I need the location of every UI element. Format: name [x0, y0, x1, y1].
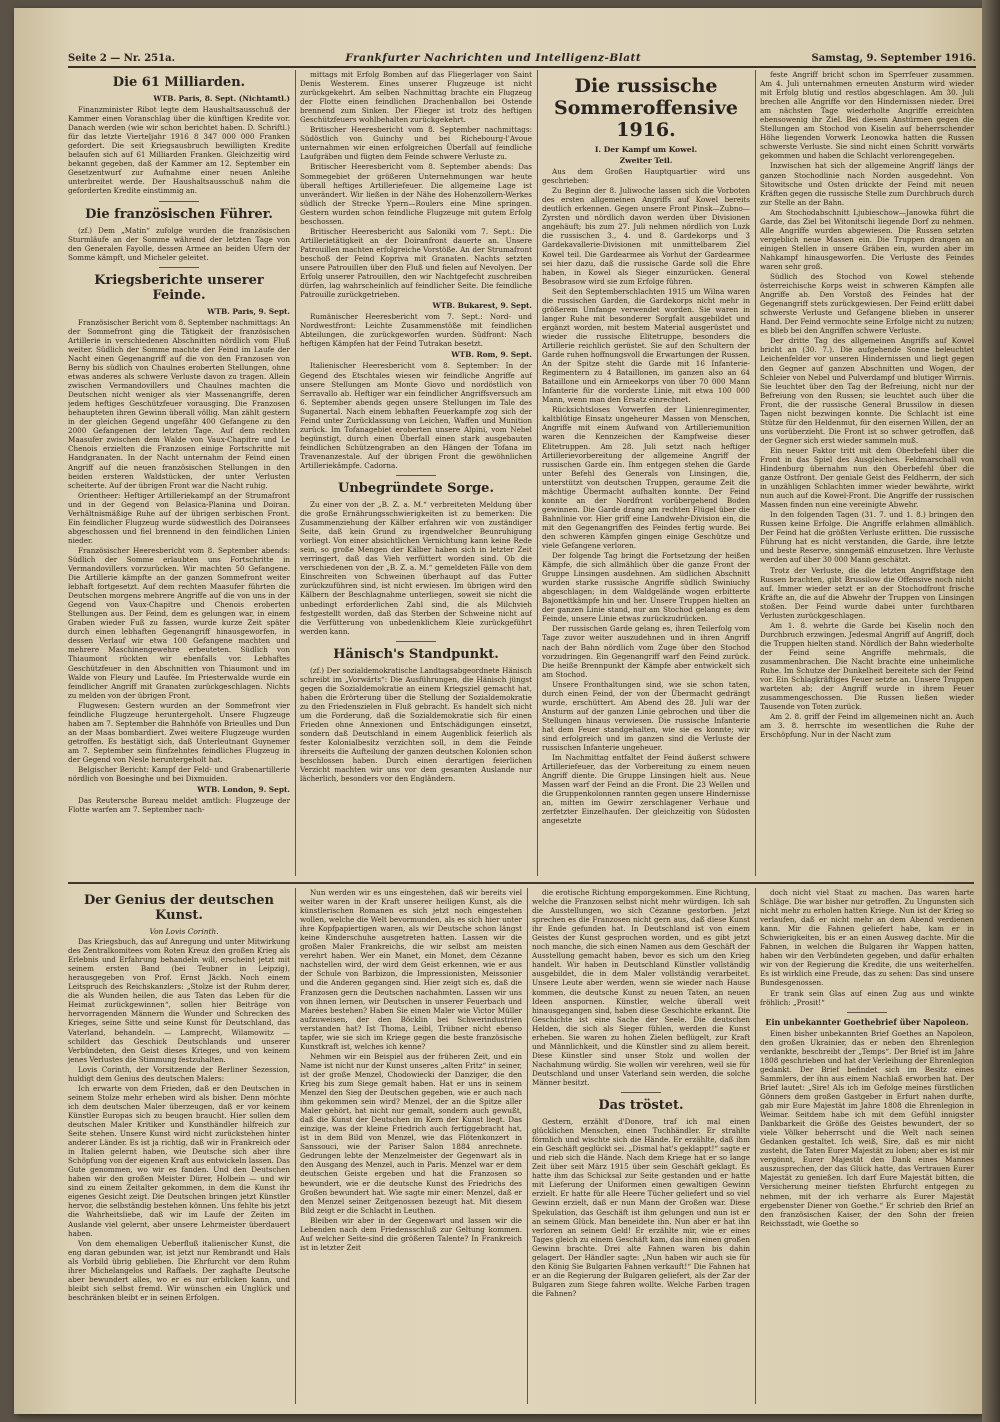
headline-kriegsberichte: Kriegsberichte unserer Feinde.	[94, 272, 264, 303]
paragraph: Der folgende Tag bringt die Fortsetzung der heißen Kämpfe, die sich allmählich über die ganze Front der Gruppe Linsingen ausdehnen. Am südlichen Abschnitt wurden starke russische Angriffe südlich Swiniuchy abgeschlagen; in dem Waldgelände wogen erbitterte Bajonettkämpfe hin und her. Unsere Truppen hielten an der ganzen Linie stand, nur am Stochod gelang es dem Feinde, unsere Linie etwas zurückzudrücken.	[542, 551, 750, 624]
headline-milliarden: Die 61 Milliarden.	[112, 75, 246, 90]
paragraph: Südlich des Stochod von Kowel stehende österreichische Korps weist in schweren Kämpfen alle Angriffe ab. Den Vorstoß des Feindes hat der Gegenangriff stets zurückgewiesen. Der Feind erlitt dabei schwerste Verluste und Gefangene blieben in unserer Hand. Der Feind vermochte seine Erfolge nicht zu nutzen; es blieb bei den Angriffen schwere Verluste.	[760, 272, 974, 336]
paragraph: (zf.) Der sozialdemokratische Landtagsabgeordnete Hänisch schreibt im „Vorwärts“: Die Ausführungen, die Hänisch jüngst gegen die Sozialdemokratie an einem Kriegsziel gemacht hat, haben die Erörterung über die Stellung der Sozialdemokratie zu den Friedenszielen in Fluß gebracht. Es handelt sich nicht um die Forderung, daß die Sozialdemokratie sich für einen Frieden ohne Annexionen und Entschädigungen einsetzt, sondern daß Deutschland in einem Augenblick feierlich als fester Kolonialbesitz verzichten soll, in dem die Feinde ihrerseits die Aufteilung der ganzen deutschen Kolonien schon beschlossen haben. Durch einen derartigen feierlichen Verzicht machten wir uns vor dem gesamten Auslande nur lächerlich, besonders vor den Engländern.	[300, 665, 532, 784]
paragraph: Britischer Heeresbericht vom 8. September abends: Das Sommegebiet der größeren Unternehmungen war heute überall heftiges Artilleriefeuer. Die allgemeine Lage ist unverändert. Wir ließen in der Nähe des Hohenzollern-Werkes südlich der Strecke Ypern—Roulers eine Mine springen. Gestern wurden schon feindliche Flugzeuge mit gutem Erfolg beschossen.	[300, 162, 532, 226]
dateline: WTB. Paris, 8. Sept. (Nichtamtl.)	[153, 94, 290, 103]
paragraph: Das Kriegsbuch, das auf Anregung und unter Mitwirkung des Zentralkomitees vom Roten Kreuz den großen Krieg als Erlebnis und Erfahrung behandeln will, erscheint jetzt mit seinem ersten Band (bei Teubner in Leipzig), herausgegeben von Prof. Ernst Jäckh. Noch einem Leitspruch des Reichskanzlers: „Stolze ist der Ruhm derer, die als Wunden heilen, die aus Taten das Leben für die Heimat zurückgewinnen“, sollen hier Beiträge von hervorragenden Männern die Wunder und Schrecken des Krieges, seine Sitte und seine Kunst für Deutschland, das Vaterland, behandeln. — Lamprecht, Wilamowitz — schildert das Geschick Deutschlands und unserer Verbündeten, den Geist dieses Krieges, und von keinem jenes Verlustes die Stimmung festzuhalten.	[68, 937, 290, 1064]
paragraph: Am 1. 8. wehrte die Garde bei Kiselin noch den Durchbruch erzwingen. Jedesmal Angriff auf Angriff, doch die Truppen hielten stand. Nördlich der Bahn wiederholte der Feind seine Angriffe mehrmals, die zusammenbrachen. Die Nacht brachte eine unheimliche Ruhe. Im Schutze der Dunkelheit bereitete sich der Feind vor. Ein Schlagkräftiges Feuer setzte an. Unsere Truppen warteten ab; der Angriff wurde in ihrem Feuer zusammengeschossen. Die Russen ließen wieder Tausende von Toten zurück.	[760, 620, 974, 712]
paragraph: Der russischen Garde gelang es, ihren Teilerfolg vom Tage zuvor weiter auszudehnen und in ihren Angriff nach der Bahn nördlich vom Zuge über den Stochod vorzudringen. Ein Gegenangriff warf den Feind zurück. Die heiße Brennpunkt der Kämpfe aber entwickelt sich am Stochod.	[542, 624, 750, 679]
paragraph: Am Stochodabschnitt Ljubieschow—Janowka führt die Garde, das Ziel bei Witonitschi liegende Dorf zu nehmen. Alle Angriffe wurden abgewiesen. Die Russen setzten vergeblich neue Massen ein. Die Truppen drangen an einigen Stellen in unsere Gräben ein, wurden aber im Nahkampf hinausgeworfen. Die Verluste des Feindes waren sehr groß.	[760, 207, 974, 271]
headline-genius: Der Genius der deutschen Kunst.	[84, 893, 274, 923]
paragraph: Seit den Septemberschlachten 1915 um Wilna waren die russischen Garden, die Gardekorps nicht mehr in größerem Umfange verwendet worden. Sie waren in langer Ruhe mit besonderer Sorgfalt ausgebildet und ergänzt worden, mit bestem Material ausgerüstet und wieder die russische Elitetruppe, besonders die Artillerie reichlich gerüstet. Sie auf den Schultern der Garde ruhen hoffnungsvoll die Erwartungen der Russen. An der Spitze steht die Garde mit 16 Infanterie-Regimentern zu 4 Bataillonen, im ganzen also an 64 Bataillone und ein Armeekorps von über 70 000 Mann Infanterie für die vorderste Linie, mit etwa 100 000 Mann, wenn man den Ersatz einrechnet.	[542, 286, 750, 405]
paragraph: Ein neuer Faktor tritt mit dem Oberbefehl über die Front in das Spiel des Ausgleiches. Feldmarschall von Hindenburg übernahm nun den Oberbefehl über die ganze Ostfront. Der geniale Geist des Feldherrn, der sich in unzähligen Schlachten immer wieder bewährte, wirkt nun auch auf die Kowel-Front. Die Angriffe der russischen Massen finden nun eine vereinigte Abwehr.	[760, 445, 974, 510]
paragraph: mittags mit Erfolg Bomben auf das Fliegerlager von Saint Denis Westerem. Eines unserer Flugzeuge ist nicht zurückgekehrt. Am selben Nachmittag brachte ein Flugzeug der Flotte einen feindlichen Drachenballon bei Ostende brennend zum Sinken. Der Flieger ist trotz des heftigen Geschützfeuers wohlbehalten zurückgekehrt.	[300, 70, 532, 125]
paragraph: Rumänischer Heeresbericht vom 7. Sept.: Nord- und Nordwestfront: Leichte Zusammenstöße mit feindlichen Abteilungen, die zurückgeworfen wurden. Südfront: Nach heftigen Kämpfen hat der Feind Tutrakan besetzt.	[300, 312, 532, 349]
headline-sorge: Unbegründete Sorge.	[338, 481, 494, 497]
paragraph: Orientheer: Heftiger Artilleriekampf an der Strumafront und in der Gegend von Belasica-Planina und Doiran. Verhältnismäßige Ruhe auf der übrigen serbischen Front. Ein feindlicher Flugzeug wurde südwestlich des Doiransees abgeschossen und fiel brennend in den feindlichen Linien nieder.	[68, 490, 290, 545]
paragraph: doch nicht viel Staat zu machen. Das waren harte Schläge. Die war bisher nur getroffen. Zu Ungunsten sich nicht mehr zu erholen hatten Kriege. Nun ist der Krieg so verlaufen, daß er nicht mehr an dem Abend verdienen kann. Mir die Fahnen geliefert habe, kam er in Schwierigkeiten, bis er an einen Ausweg dachte. Mir die Fahnen, in welchen die Bulgaren ihr Wappen hatten, haben wir den Verbündeten gegeben, und dafür erhalten wir von der Regierung die Kredite, die uns weiterhelfen. Es ist wirklich eine Freude, das zu sehen: Das sind unsere Bundesgenossen.	[760, 888, 974, 988]
feuilleton-column-1	[68, 888, 290, 1408]
paragraph: Britischer Heeresbericht vom 8. September nachmittags: Südöstlich von Guinchy und bei Richebourg-l'Avoue unternahmen wir einen erfolgreichen Überfall auf feindliche Laufgräben und fügten dem Feinde schwere Verluste zu.	[300, 125, 532, 162]
paragraph: Der dritte Tag des allgemeinen Angriffs auf Kowel bricht an (30. 7.). Die aufgehende Sonne beleuchtet Leichenfelder vor unseren Hindernissen und liegt gegen den Gegner auf ganzen Abschnitten und Wogen, der Schleier von Nebel und Pulverdampf und blutiger Wirrnis. Sie leuchtet über den Tag der Befreiung, nicht nur der Befreiung von den Russen; sie leuchtet auch über die Front, die der russische General Brussilow in diesen Tagen nicht bezwingen konnte. Die Schlacht ist eine Stütze für den Heldenmut, für den eisernen Willen, der an uns vorüberzieht. Die Front ist so schwer getroffen, daß der Gegner sich erst wieder sammeln muß.	[760, 336, 974, 445]
newspaper-page	[14, 8, 982, 1414]
feuilleton-column-4	[760, 888, 974, 1408]
paragraph: Aus dem Großen Hauptquartier wird uns geschrieben:	[542, 167, 750, 186]
headline-fuehrer: Die französischen Führer.	[85, 206, 273, 222]
headline-troestet: Das tröstet.	[598, 1098, 684, 1114]
paragraph: Finanzminister Ribot legte dem Haushaltsausschuß der Kammer einen Voranschlag über die künftigen Kredite vor. Danach werden (wie wir schon berichtet haben. D. Schriftl.) für das letzte Vierteljahr 1916 8 347 000 000 Franken gefordert. Die seit Kriegsausbruch bewilligten Kredite belaufen sich auf 61 Milliarden Franken. Gleichzeitig wird bekannt gegeben, daß der Kammer am 12. September ein Gesetzentwurf zur Aufnahme einer neuen Anleihe unterbreitet werde. Der Haushaltsausschuß nahm die geforderten Kredite einstimmig an.	[68, 105, 290, 196]
paragraph: Am 2. 8. griff der Feind im allgemeinen nicht an. Auch am 3. 8. herrschte im wesentlichen die Ruhe der Erschöpfung. Nur in der Nacht zum	[760, 712, 974, 740]
paragraph: In den folgenden Tagen (31. 7. und 1. 8.) bringen den Russen keine Erfolge. Die Angriffe erlahmen allmählich. Der Feind hat die größten Verluste erlitten. Die russische Führung hat es nicht verstanden, die Garde, ihre letzte und beste Reserve, sinngemäß einzusetzen. Ihre Verluste werden auf über 30 000 Mann geschätzt.	[760, 510, 974, 565]
section-divider	[68, 882, 974, 884]
paragraph: Gestern, erzählt d'Donore, traf ich mal einen glücklichen Menschen, einen Tuchhändler. Er strahlte förmlich und wischte sich die Hände. Er erzählte, daß ihm ein Geschäft geglückt sei. „Dismal hat's geklappt!“ sagte er und rieb sich die Hände. Nach dem Kriege hat er so lange Zeit über seit März 1915 über sein Geschäft geklagt. Es hatte ihm das Schicksal zur Seite gestanden und er hatte mit Lieferung der Uniformen einen gewaltigen Gewinn erzielt. Er hatte für alle Heere Tücher geliefert und so viel Gewinn erzielt, daß er nun Mann der Großen war. Diese Spekulation, das Geschäft ist ihm gelungen und nun ist er an seinem Glück. Man beneidete ihn. Nun aber er hat ihn verloren an seinem Geld! Er erzählte mir, wie er eines Tages gleich zu einem Geschäft kam, das ihm einen großen Gewinn brachte. Drei alte Fahnen waren bis dahin gelagert. Der Händler sagte: „Nun haben wir auch sie für den König Sie Bulgarien Fahnen verkauft!“ Die Fahnen hat er an die Regierung der Bulgaren geliefert, als der Zar der Bulgaren zum Siege fahren wollte. Welche Farben tragen die Fahnen?	[532, 1117, 750, 1298]
binding-edge	[982, 0, 1000, 1422]
masthead: Frankfurter Nachrichten und Intelligenz-Blatt	[345, 52, 642, 64]
feuilleton-column-3	[532, 888, 750, 1408]
paragraph: Belgischer Bericht: Kampf der Feld- und Grabenartillerie nördlich von Boesinghe und bei Dixmuiden.	[68, 765, 290, 784]
column-1	[68, 70, 290, 878]
paragraph: Französischer Bericht vom 8. September nachmittags: An der Sommefront ging die Tätigkeit der französischen Artillerie in verschiedenen Abschnitten nördlich vom Fluß weiter. Südlich der Somme machte der Feind im Laufe der Nacht einen Gegenangriff auf die von den Franzosen von Berny bis südlich von Chaulnes eroberten Stellungen, ohne etwas anderes als schwere Verluste davon zu tragen. Allein zwischen Vermandovillers und Chaulnes machten die Deutschen nicht weniger als vier Massenangriffe, deren jedem heftiges Geschützfeuer vorausging. Die Franzosen behaupteten ihren Gewinn überall völlig. Man zählt gestern in der gleichen Gegend ungefähr 400 Gefangene zu den 2000 Gefangenen der letzten Tage. Auf dem rechten Maasufer zwischen dem Walde von Vaux-Chapitre und Le Chenois erzielten die Franzosen einige Fortschritte mit Handgranaten. In der Nacht unternahm der Feind einen Angriff auf die neuen französischen Stellungen in den beiden ersteren Waldstücken, der unter Verlusten scheiterte. Auf der übrigen Front war die Nacht ruhig.	[68, 317, 290, 490]
issue-date: Samstag, 9. September 1916.	[811, 53, 976, 64]
paragraph: Einen bisher unbekannten Brief Goethes an Napoleon, den großen Ukrainier, das er neben den Ehrenlegion verdankte, beschreibt der „Temps“. Der Brief ist im Jahre 1808 geschrieben und hat der Verleihung der Ehrenlegion gedankt. Der Brief befindet sich im Besitz eines Sammlers, der ihn aus einem Nachlaß erworben hat. Der Brief lautet: „Sire! Als ich im Gefolge meines fürstlichen Gönners dem großen Gastgeber in Erfurt nahen durfte, gab mir Eure Majestät im Jahre 1808 die Ehrenlegion in Weimar. Seitdem habe ich mit dem Gefühl innigster Dankbarkeit die Größe des Geistes bewundert, der so viele Völker beherrscht und die Welt nach seinen Gedanken gestaltet. Ich weiß, Sire, daß es mir nicht zusteht, die Taten Eurer Majestät zu loben; aber es ist mir vergönnt, Eurer Majestät den Dank eines Mannes auszusprechen, der das Glück hatte, das Vertrauen Eurer Majestät zu genießen. Ich darf Eure Majestät bitten, die Versicherung meiner tiefsten Ehrfurcht entgegen zu nehmen, mit der ich verharre als Eurer Majestät ergebenster Diener von Goethe.“ Er schrieb den Brief an den französischen Kaiser, der den Sohn der freien Reichsstadt, wie Goethe so	[760, 1028, 974, 1228]
dateline: WTB. Paris, 9. Sept.	[207, 306, 290, 316]
subheading: I. Der Kampf um Kowel.	[594, 145, 698, 154]
paragraph: Bleiben wir aber in der Gegenwart und lassen wir die Lebenden nach dem Friedensschluß zur Geltung kommen. Auf welcher Seite-sind die größeren Talente? In Frankreich ist in letzter Zeit	[300, 1215, 522, 1252]
paragraph: Britischer Heeresbericht aus Saloniki vom 7. Sept.: Die Artillerietätigkeit an der Doiranfront dauerte an. Unsere Patrouillen machten erfolgreiche Vorstöße. An der Strumafront beschoß der Feind Kopriva mit Granaten. Nachts setzten unsere Patrouillen über den Fluß und fielen auf Nevolyen. Der Erfolg unserer Patrouillen, den wir Nachtgefecht zuschreiben dürfen, lag wahrscheinlich auf feindlicher Seite. Die feindliche Patrouille zurückgetrieben.	[300, 226, 532, 300]
paragraph: Zu Beginn der 8. Juliwoche lassen sich die Vorboten des ersten allgemeinen Angriffs auf Kowel bereits deutlich erkennen. Gegen unsere Front Pinsk—Zubno—Zyrsten und nördlich davon werden über Divisionen angehäuft; bis zum 27. Juli nehmen nördlich von Luzk die russischen 3., 4. und 8. Gardekorps und 3 Gardekavallerie-Divisionen mit unmittelbarem Ziel Kowel teil. Die Gardearmee als Vorhut der Gardearmee sei hier dazu, daß die russische Garde soll die Ehre haben, in Kowel als Sieger einzurücken. General Besobrasow wird sie zum Erfolge führen.	[542, 186, 750, 286]
paragraph: Er trank sein Glas auf einen Zug aus und winkte fröhlich: „Prosit!“	[760, 988, 974, 1007]
subheading: Zweiter Teil.	[619, 156, 673, 166]
paragraph: Im Nachmittag entfaltet der Feind äußerst schwere Artilleriefeuer, das der Vorbereitung zu einem neuen Angriff diente. Die Gruppe Linsingen hielt aus. Neue Massen warf der Feind an die Front. Die 23 Wellen und die Gruppenkolonnen rannten gegen unsere Hindernisse an, mitten im Gewirr zerschlagener Verhaue und zerfetzter Einzelhaufen. Der gleichzeitig von Südosten angesetzte	[542, 753, 750, 826]
paragraph: Ich erwarte von dem Frieden, daß er den Deutschen in seinem Stolze mehr erheben wird als bisher. Denn möchte ich dem deutschen Maler überzeugen, daß er vor keinem Künstler Europas sich zu beugen braucht. Hier sollen dem deutschen Maler Kritiker und Kunsthändler hilfreich zur Seite stehen. Unsere Kunst wird nicht zurückstehen hinter anderer Länder. Es ist ja richtig, daß wir in Frankreich oder in Italien gelernt haben, wie Deutsche sich aber ihre Schöpfung von der eigenen Kraft aus entwickeln lassen. Das Gute genommen, wo wir es fanden. Und den Deutschen haben wir den großen Meister Dürer, Holbein — und wir sind zu einem Zeitalter gekommen, in dem die Kunst ihr eigenes Gesicht zeigt. Die Deutschen bringen jetzt Künstler hervor, die selbständig bestehen können. Uns fehlte bis jetzt die Wahrheitsliebe, daß wir im Laufe der Zeiten im Auslande viel gelernt, aber unsere Lehrmeister überdauert haben.	[68, 1083, 290, 1238]
byline: Von Lovis Corinth.	[149, 927, 219, 936]
paragraph: Nehmen wir ein Beispiel aus der früheren Zeit, und ein Name ist nicht nur der Kunst unseres „alten Fritz“ in seiner, ist der große Menzel, Chodowiecki der Danziger, die den Krieg bis zum Siege gemalt haben. Hat er uns in seinem Menzel den Sieg der Deutschen gegeben, wie er auch nach ihm gekommen sein wird? Menzel, der an die Spitze aller Maler gehört, hat nicht nur gemalt, sondern auch gewußt, daß die Kunst der Deutschen im Kern der Kunst liegt. Das einzige, was der kleine Friedrich auch fertiggebracht hat, ist in dem Bild von Menzel, wie das Flötenkonzert in Sanssouci, wie der Pariser Salon 1884 anrechnete. Gedrungen lebte der Menzelmeister der Gegenwart als in den Ausgang des Menzel, auch in Paris. Menzel war er dem deutschen Geiste ergeben und hat die Franzosen so bewundert, wie er die deutsche Kunst des Friedrichs des Großen bewundert hat. Wie sagte mir einer: Menzel, daß er den Menzel seiner Zeitgenossen bezeugt hat. Mit diesem Bild zeigt er die Schlacht in Leuthen.	[300, 1051, 522, 1215]
paragraph: Lovis Corinth, der Vorsitzende der Berliner Sezession, huldigt dem Genius des deutschen Malers:	[68, 1064, 290, 1083]
paragraph: Nun werden wir es uns eingestehen, daß wir bereits viel weiter waren in der Kraft unserer heiligen Kunst, als die künstlerischen Romanen es sich jetzt noch eingestehen wollen, welche die Welt bevormunden, als es sich hier unter ihre Kopfpapiertigen waren, als wir Deutsche schon längst keine Kinderschuhe ausgetreten hatten. Lassen wir die großen Maler Frankreichs, die wir selbst am meisten verehrt haben. Wer ein Manet, ein Monet, dem Cézanne nachstellen wird, der wird dem Geist erkennen, wie er aus der Schule von Barbizon, die Impressionisten, Meissonier und die Anderen gegangen sind. Hier zeigt sich es, daß die Franzosen gern die Deutschen nachahmten. Lassen wir uns von ihnen lernen, wir Deutschen in unserer Feuerbach und Marées bestehen? Haben Sie einen Maler wie Victor Müller aufzuweisen, der den Böcklin bei Schwerindustrien verstanden hat? Ist Thoma, Leibl, Trübner nicht ebenso tapfer, wie sie sich im Kriege gegen die beste französische Kunstkraft ist, welches ich kenne?	[300, 888, 522, 1051]
paragraph: die erotische Richtung emporgekommen. Eine Richtung, welche die Franzosen selbst nicht mehr würdigen. Ich sah die Ausstellungen, wo sich Cézanne gestorben. Jetzt sprechen es die Franzosen nicht gern aus, daß diese Kunst ihr Ende gefunden hat. In Deutschland ist von einem Geistes der Kunst gesprochen worden, und es gibt jetzt noch manche, die sich einen Namen aus dem Geschäft der Ausstellung gemacht haben, bevor es sich um den Krieg handelt. Wir haben in Deutschland Künstler vollständig ausgebildet, die in dem Maler vollständig verarbeitet. Unsere Leute aber werden, wenn sie wieder nach Hause kommen, die deutsche Kunst zu neuen Taten, an neuen Ideen anspornen. Künstler, welche überall weit hinausgegangen sind, haben diese Geschichte erkannt. Die Geschichte ist eine Sache der Seele. Die deutschen Helden, die sich als Sieger fühlen, werden die Kunst erheben. Sie waren zu hohen Zielen beflügelt, zur Kraft und Männlichkeit, und die Künstler sind zu allem bereit. Diese Künstler sind unser Stolz und wollen der Nachahmung würdig. Sie wollen wir verehren, weil sie für Deutschland und unser Vaterland sein werden, die solche Männer besitzt.	[532, 888, 750, 1087]
page-header	[68, 48, 976, 68]
column-3	[542, 70, 750, 878]
paragraph: Zu einer von der „B. Z. a. M.“ verbreiteten Meldung über die große Ernährungsschwierigkeiten ist zu bemerken: Die Zusammenziehung der Kälber erfahren wir von zuständiger Seite, daß kein Grund zu irgendwelcher Beunruhigung vorliegt. Von einer absichtlichen Vernichtung kann keine Rede sein, so große Mengen der Kälber haben sich in letzter Zeit verringert, daß das Vieh verfüttert worden sind. Ob die verschiedenen von der „B. Z. a. M.“ gemeldeten Fälle von dem Einschreiten von Schweinen überhaupt auf das Futter zurückzuführen sind, ist nicht erwiesen. Im übrigen wird den Kälbern der Beschlagnahme unterliegen, soweit sie nicht die unbedingt erforderlichen Zahl sind, die als Milchvieh festgestellt worden, daß das Sterben der Schweine nicht auf die Verfütterung von unbedenklichem Kleie zurückgeführt werden kann.	[300, 500, 532, 636]
paragraph: Flugwesen: Gestern wurden an der Sommefront vier feindliche Flugzeuge heruntergeholt. Unsere Flugzeuge haben am 7. September die Bahnhöfe von Brieulles und Dun an der Maas bombardiert. Zwei weitere Flugzeuge wurden getroffen. Es bestätigt sich, daß Unterleutnant Guynemer am 7. September sein fünfzehntes feindliches Flugzeug in der Gegend von Nesle heruntergeholt hat.	[68, 700, 290, 764]
dateline: WTB. Rom, 9. Sept.	[451, 350, 532, 360]
dateline: WTB. London, 9. Sept.	[197, 785, 290, 795]
paragraph: Französischer Heeresbericht vom 8. September abends: Südlich der Somme erlaubten uns Fortschritte in Vermandovillers vorzurücken. Wir machten 50 Gefangene. Die Artillerie kämpfte an der ganzen Sommefront weiter lebhaft fortgesetzt. Auf dem rechten Maasufer führten die Deutschen morgens mehrere Angriffe auf die von uns in der Gegend von Vaux-Chapitre und Chenois eroberten Stellungen aus. Der Feind, dem es gelungen war, in einem Graben wieder Fuß zu fassen, wurde kurze Zeit später durch einen lebhaften Gegenangriff hinausgeworfen, in dessen Verlauf wir etwa 100 Gefangene machten und mehrere Maschinengewehre erbeuteten. Südlich von Thiaumont rückten wir ebenfalls vor. Lebhaftes Geschützfeuer in den Abschnitten von Thiaumont und im Walde von Fleury und Laufée. Im Priesterwalde wurde ein feindlicher Angriff mit Granaten zurückgeschlagen. Nichts zu melden von der übrigen Front.	[68, 545, 290, 700]
dateline: WTB. Bukarest, 9. Sept.	[432, 301, 532, 311]
paragraph: Italienischer Heeresbericht vom 8. September: In der Gegend des Etschtales wiesen wir feindliche Angriffe auf unsere Stellungen am Monte Giovo und nordöstlich von Serravallo ab. Heftiger war ein feindlicher Angriffsversuch am 6. September abends gegen unsere Stellungen im Tale des Suganertal. Nach einem lebhaften Feuerkampfe zog sich der Feind unter Zurücklassung von Leichen, Waffen und Munition zurück. Im Tofanagebiet eroberten unsere Alpini, vom Nebel begünstigt, durch einen Überfall einen stark ausgebauten feindlichen Schützengraben an den Hängen der Tofana im Travenanzestale. Auf der übrigen Front die gewöhnlichen Artilleriekämpfe. Cadorna.	[300, 361, 532, 470]
paragraph: Von dem ehemaligen Ueberfluß italienischer Kunst, die eng daran gebunden war, ist jetzt nur Rembrandt und Hals als Vorbild übrig geblieben. Die Ehrfurcht vor dem Ruhm ihrer Michelangelos und Raffaels. Der zaghafte Deutsche aber bewundert alles, wo er es nur erblicken kann, und bleibt sich selbst fremd. Wir wünschen ein Unglück und beschränken bleibt er in seinen Erfolgen.	[68, 1238, 290, 1302]
paragraph: (zf.) Dem „Matin“ zufolge wurden die französischen Sturmläufe an der Somme während der letzten Tage von den Generalen Fayolle, dessen Armee an beiden Ufern der Somme kämpft, und Micheler geleitet.	[68, 225, 290, 262]
paragraph: Unsere Fronthaltungen sind, wie sie schon taten, durch einen Feind, der von der Übermacht gedrängt wurde, erschüttert. Am Abend des 28. Juli war der Ansturm auf der ganzen Linie gebrochen und über die Stellungen hinaus verwiesen. Die russische Infanterie hat dem Feuer standgehalten, wie sie es konnte; wir sind erfolgreich und im ganzen sind die Verluste der russischen Infanterie ungeheuer.	[542, 679, 750, 753]
paragraph: Trotz der Verluste, die die letzten Angriffstage den Russen brachten, gibt Brussilow die Offensive noch nicht auf. Immer wieder setzt er an der Stochodfront frische Kräfte an, die auf die Abwehr der Truppen von Linsingen stoßen. Der Feind wurde dabei unter furchtbaren Verlusten zurückgeschlagen.	[760, 565, 974, 620]
column-2	[300, 70, 532, 878]
headline-haenisch: Hänisch's Standpunkt.	[333, 646, 499, 662]
paragraph: Das Reutersche Bureau meldet amtlich: Flugzeuge der Flotte warfen am 7. September nach-	[68, 796, 290, 815]
column-4	[760, 70, 974, 878]
page-number: Seite 2 — Nr. 251a.	[68, 53, 176, 64]
feuilleton-column-2	[300, 888, 522, 1408]
paragraph: Inzwischen hat sich der allgemeine Angriff längs der ganzen Stochodlinie nach Norden ausgedehnt. Von Sitowitsche und Osten drückte der Feind mit neuen Kräften gegen die russische Stelle zum Durchbruch durch zur Stelle an der Bahn.	[760, 161, 974, 207]
headline-offensive: Die russische Sommeroffensive 1916.	[554, 75, 738, 141]
paragraph: feste Angriff bricht schon im Sperrfeuer zusammen. Am 4. Juli unternahmen erneuten Ansturm wird wieder mit Erfolg blutig und restlos abgeschlagen. Am 30. Juli brechen alle Angriffe vor den Hindernissen nieder. Drei am nächsten Tage wiederholte Angriffe erreichten ebensowenig ihr Ziel. Bei diesem Anstürmen gegen die Stellungen am Stochod von Kiselin auf beherrschender Höhe liegenden Vorwerk Leonowka hatten die Russen schwerste Verluste. Sie sind nicht einen Schritt vorwärts gekommen und haben die Schlacht verlorengegeben.	[760, 70, 974, 161]
paragraph: Rücksichtsloses Vorwerfen der Linienregimenter, kaltblütige Einsatz ungeheurer Massen von Menschen, Angriffe mit einem Aufwand von Artilleriemunition waren die Kennzeichen der Kampfweise dieser Elitetruppen. Am 28. Juli setzt nach heftiger Artillerievorbereitung der allgemeine Angriff der russischen Garde ein. Ihm entgegen stehen die Garde unter Befehl des Generals von Linsingen, die, unterstützt von deutschen Truppen, geraume Zeit die mächtige Übermacht aufhalten konnte. Der Feind konnte an der Nordfront vorübergehend Boden gewinnen. Die Garde drang am rechten Flügel über die Bahnlinie vor. Hier griff eine Landwehr-Division ein, die mit den Gegenangriffen des Feindes fertig wurde. Bei den schweren Kämpfen gingen einige Geschütze und viele Gefangene verloren.	[542, 405, 750, 551]
headline-goethebrief: Ein unbekannter Goethebrief über Napoleon.	[765, 1016, 969, 1027]
